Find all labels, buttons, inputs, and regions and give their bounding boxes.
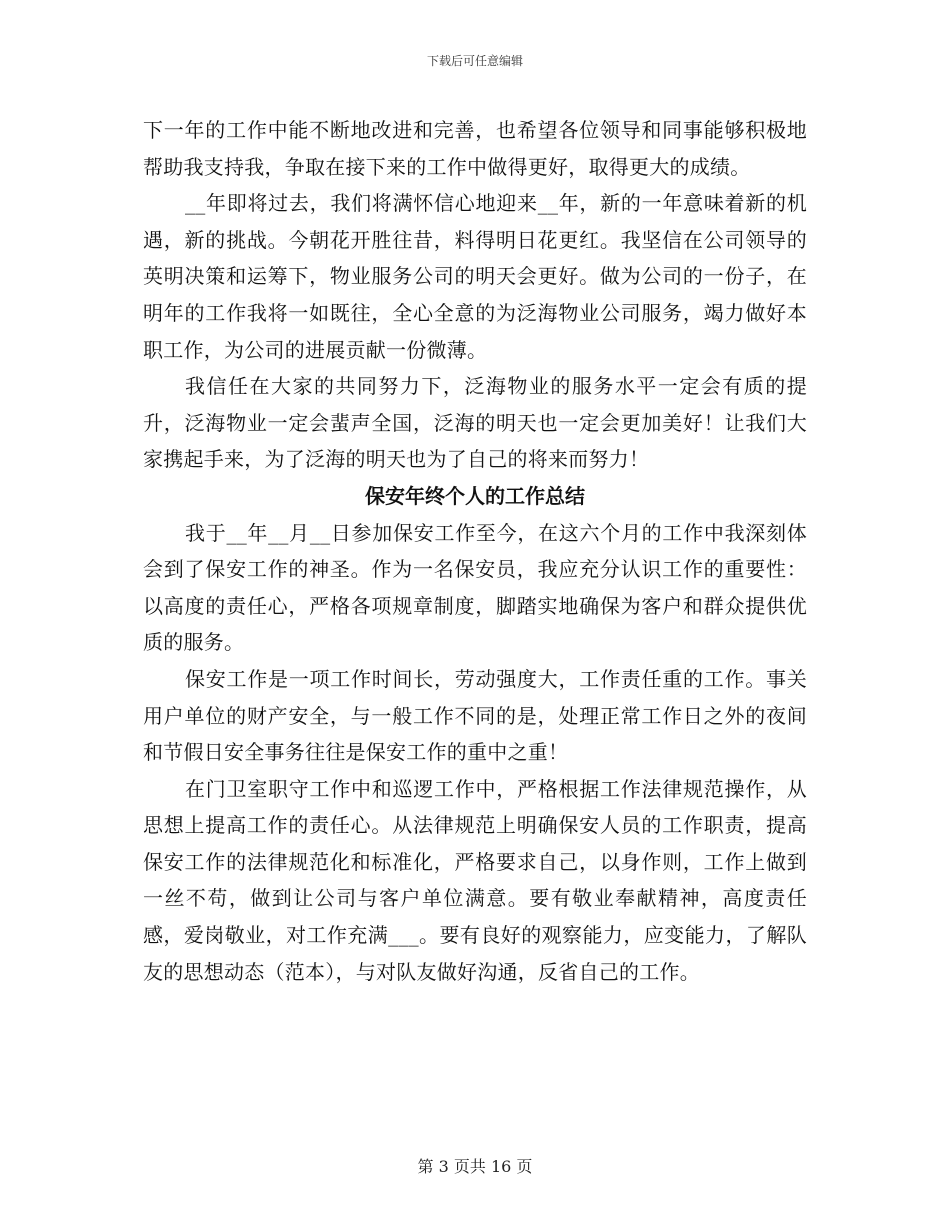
paragraph-closing: 我信任在大家的共同努力下，泛海物业的服务水平一定会有质的提升，泛海物业一定会蜚声全国，泛海的明天也一定会更加美好！让我们大家携起手来，为了泛海的明天也为了自己的将来而努力！ bbox=[143, 374, 807, 472]
document-body bbox=[143, 112, 807, 990]
paragraph-intro: 我于__年__月__日参加保安工作至今，在这六个月的工作中我深刻体会到了保安工作的神圣。作为一名保安员，我应充分认识工作的重要性：以高度的责任心，严格各项规章制度，脚踏实地确保为客户和群众提供优质的服务。 bbox=[143, 520, 807, 655]
section-title: 保安年终个人的工作总结 bbox=[365, 483, 585, 508]
paragraph-continued: 下一年的工作中能不断地改进和完善，也希望各位领导和同事能够积极地帮助我支持我，争取在接下来的工作中做得更好，取得更大的成绩。 bbox=[143, 118, 807, 179]
paragraph-duty: 保安工作是一项工作时间长，劳动强度大，工作责任重的工作。事关用户单位的财产安全，与一般工作不同的是，处理正常工作日之外的夜间和节假日安全事务往往是保安工作的重中之重！ bbox=[143, 666, 807, 765]
page-header: 下载后可任意编辑 bbox=[426, 54, 523, 68]
paragraph-new-year: __年即将过去，我们将满怀信心地迎来__年，新的一年意味着新的机遇，新的挑战。今朝花开胜往昔，料得明日花更红。我坚信在公司领导的英明决策和运筹下，物业服务公司的明天会更好。做为公司的一份子，在明年的工作我将一如既往，全心全意的为泛海物业公司服务，竭力做好本职工作，为公司的进展贡献一份微薄。 bbox=[143, 191, 807, 362]
paragraph-patrol: 在门卫室职守工作中和巡逻工作中，严格根据工作法律规范操作，从思想上提高工作的责任心。从法律规范上明确保安人员的工作职责，提高保安工作的法律规范化和标准化，严格要求自己，以身作则，工作上做到一丝不苟，做到让公司与客户单位满意。要有敬业奉献精神，高度责任感，爱岗敬业，对工作充满___。要有良好的观察能力，应变能力，了解队友的思想动态（范本），与对队友做好沟通，反省自己的工作。 bbox=[143, 776, 807, 984]
page-number: 第 3 页共 16 页 bbox=[417, 1157, 533, 1176]
